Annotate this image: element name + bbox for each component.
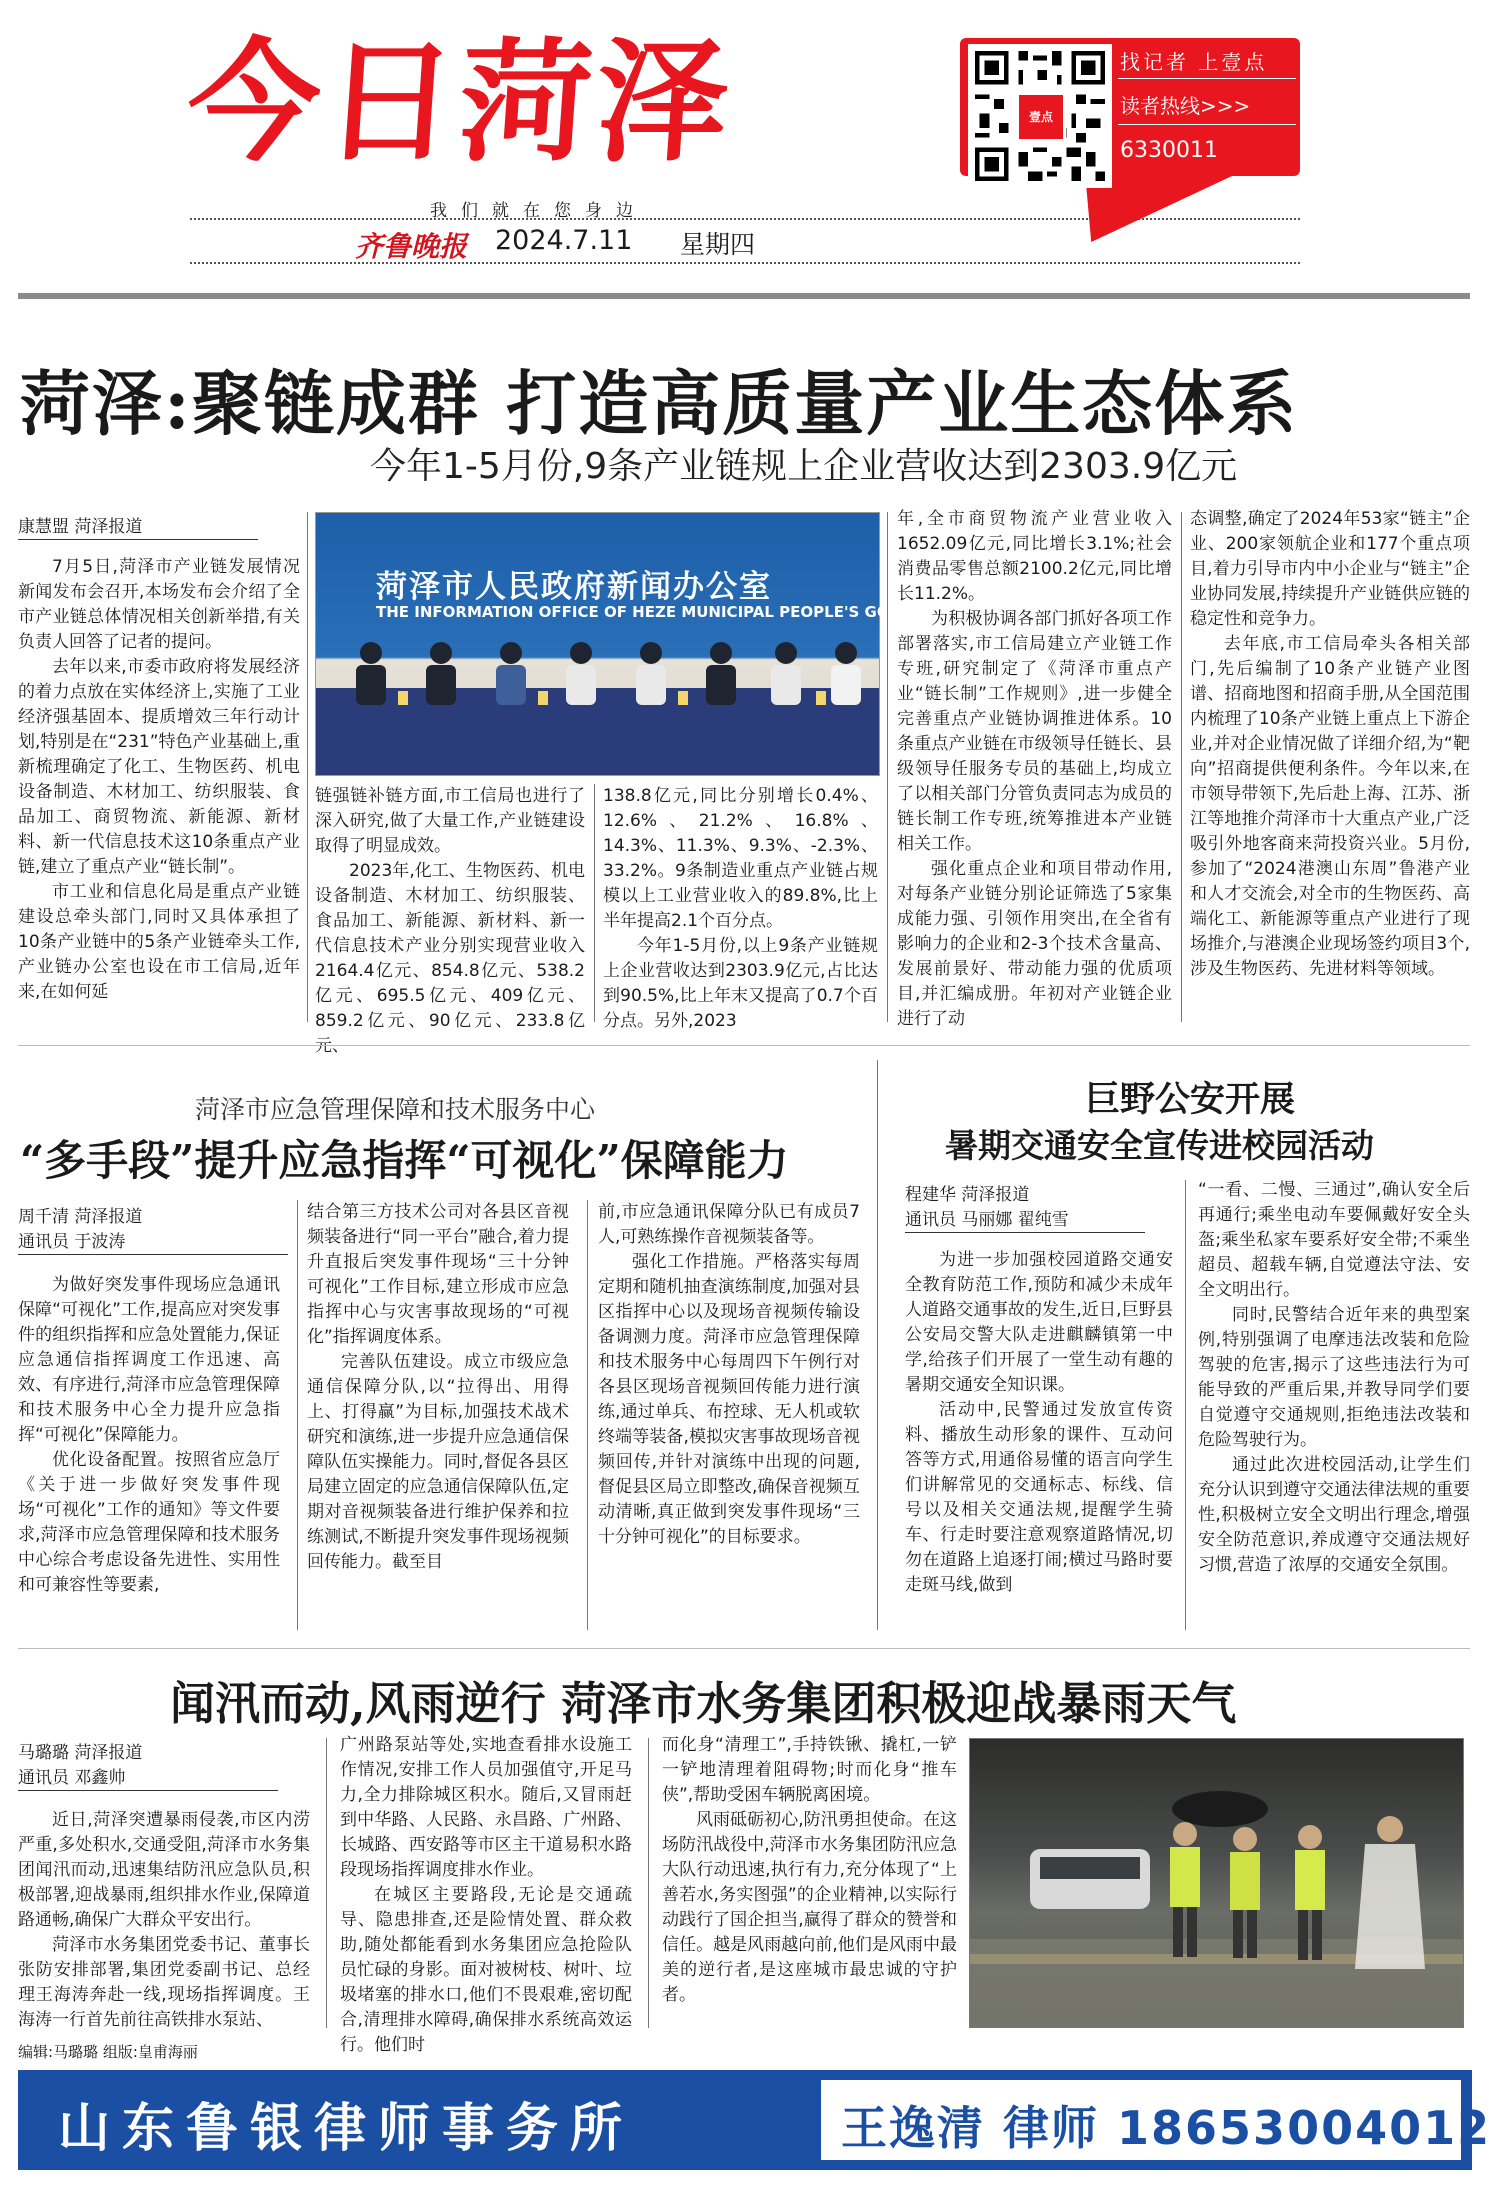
section-divider xyxy=(18,1648,1470,1649)
column-divider xyxy=(307,512,308,1022)
paragraph: 风雨砥砺初心,防汛勇担使命。在这场防汛战役中,菏泽市水务集团防汛应急大队行动迅速,执行有力,充分体现了“上善若水,务实图强”的企业精神,以实际行动践行了国企担当,赢得了群众的赞誉和信任。越是风雨越向前,他们是风雨中最美的逆行者,是这座城市最忠诚的守护者。 xyxy=(662,1810,957,2005)
divider xyxy=(190,262,1300,264)
speakers-figures xyxy=(316,631,879,721)
paragraph: 在城区主要路段,无论是交通疏导、隐患排查,还是险情处置、群众救助,随处都能看到水务集团应急抢险队员忙碌的身影。面对被树枝、树叶、垃圾堵塞的排水口,他们不畏艰难,密切配合,清理排水障碍,确保排水系统高效运行。他们时 xyxy=(340,1885,632,2055)
hotline-line2: 读者热线>>> xyxy=(1120,94,1251,118)
paragraph: 强化工作措施。严格落实每周定期和随机抽查演练制度,加强对县区指挥中心以及现场音视频传输设备调测力度。菏泽市应急管理保障和技术服务中心每周四下午例行对各县区现场音视频回传能力进行演练,通过单兵、布控球、无人机或软终端等装备,模拟灾害事故现场音视频回传,并针对演练中出现的问题,督促县区局立即整改,确保音视频互动清晰,真正做到突发事件现场“三十分钟可视化”的目标要求。 xyxy=(598,1252,860,1547)
article2-headline: “多手段”提升应急指挥“可视化”保障能力 xyxy=(20,1136,789,1185)
article1-column-4 xyxy=(897,507,1172,1029)
paragraph: 为积极协调各部门抓好各项工作部署落实,市工信局建立产业链工作专班,研究制定了《菏泽市重点产业“链长制”工作规则》,进一步健全完善重点产业链协调推进体系。10条重点产业链在市级领导任链长、县级领导任服务专员的基础上,均成立了以相关部门分管负责同志为成员的链长制工作专班,统筹推进本产业链相关工作。 xyxy=(897,609,1172,854)
masthead-rule xyxy=(18,293,1470,299)
article4-column-1 xyxy=(18,1808,310,2030)
paragraph: 菏泽市水务集团党委书记、董事长张防安排部署,集团党委副书记、总经理王海涛奔赴一线,现场指挥调度。王海涛一行首先前往高铁排水泵站、 xyxy=(18,1935,310,2030)
article2-byline: 周千清 菏泽报道 xyxy=(18,1207,143,1227)
column-divider xyxy=(587,1200,588,1630)
article1-column-1 xyxy=(18,555,300,1025)
paragraph: 结合第三方技术公司对各县区音视频装备进行“同一平台”融合,着力提升直报后突发事件现场“三十分钟可视化”工作目标,建立形成市应急指挥中心与灾害事故现场的“可视化”指挥调度体系。 xyxy=(307,1202,569,1347)
paragraph: 链强链补链方面,市工信局也进行了深入研究,做了大量工作,产业链建设取得了明显成效。 xyxy=(315,786,585,856)
article3-column-1 xyxy=(905,1248,1173,1633)
article3-correspondent: 通讯员 马丽娜 翟纯雪 xyxy=(905,1205,1145,1233)
article3-byline: 程建华 菏泽报道 xyxy=(905,1185,1030,1205)
qr-brand-label: 壹点 xyxy=(1016,92,1066,142)
paragraph: 年,全市商贸物流产业营业收入1652.09亿元,同比增长3.1%;社会消费品零售总额2100.2亿元,同比增长11.2%。 xyxy=(897,509,1172,604)
article1-byline: 康慧盟 菏泽报道 xyxy=(18,512,258,540)
column-divider xyxy=(1181,512,1182,1022)
paragraph: 7月5日,菏泽市产业链发展情况新闻发布会召开,本场发布会介绍了全市产业链总体情况相关创新举措,有关负责人回答了记者的提问。 xyxy=(18,557,300,652)
hotline-number: 6330011 xyxy=(1120,138,1218,163)
column-divider xyxy=(1185,1180,1186,1630)
article4-headline: 闻汛而动,风雨逆行 菏泽市水务集团积极迎战暴雨天气 xyxy=(170,1677,1237,1730)
divider xyxy=(1118,78,1296,79)
rescue-workers-figures xyxy=(970,1739,1463,2027)
column-divider xyxy=(648,1738,649,2028)
paragraph: 2023年,化工、生物医药、机电设备制造、木材加工、纺织服装、食品加工、新能源、新材料、新一代信息技术产业分别实现营业收入2164.4亿元、854.8亿元、538.2亿元、695.5亿元、409亿元、859.2亿元、90亿元、233.8亿元、 xyxy=(315,861,585,1056)
article2-kicker: 菏泽市应急管理保障和技术服务中心 xyxy=(195,1095,596,1124)
paragraph: 今年1-5月份,以上9条产业链规上企业营收达到2303.9亿元,占比达到90.5%,比上年末又提高了0.7个百分点。另外,2023 xyxy=(603,936,878,1031)
paragraph: 同时,民警结合近年来的典型案例,特别强调了电摩违法改装和危险驾驶的危害,揭示了这些违法行为可能导致的严重后果,并教导同学们要自觉遵守交通规则,拒绝违法改装和危险驾驶行为。 xyxy=(1198,1305,1470,1450)
article2-column-1 xyxy=(18,1273,280,1633)
issue-date: 2024.7.11 xyxy=(495,225,633,256)
paragraph: 优化设备配置。按照省应急厅《关于进一步做好突发事件现场“可视化”工作的通知》等文件要求,菏泽市应急管理保障和技术服务中心综合考虑设备先进性、实用性和可兼容性等要素, xyxy=(18,1450,280,1595)
paragraph: “一看、二慢、三通过”,确认安全后再通行;乘坐电动车要佩戴好安全头盔;乘坐私家车要系好安全带;不乘坐超员、超载车辆,自觉遵法守法、安全文明出行。 xyxy=(1198,1180,1470,1300)
press-conference-photo xyxy=(315,512,984,776)
paragraph: 活动中,民警通过发放宣传资料、播放生动形象的课件、互动问答等方式,用通俗易懂的语言向学生们讲解常见的交通标志、标线、信号以及相关交通法规,提醒学生骑车、行走时要注意观察道路情况,切勿在道路上追逐打闹;横过马路时要走斑马线,做到 xyxy=(905,1400,1173,1595)
article2-column-3 xyxy=(598,1200,860,1632)
article1-subhead: 今年1-5月份,9条产业链规上企业营收达到2303.9亿元 xyxy=(370,446,1238,487)
paragraph: 近日,菏泽突遭暴雨侵袭,市区内涝严重,多处积水,交通受阻,菏泽市水务集团闻汛而动,迅速集结防汛应急队员,积极部署,迎战暴雨,组织排水作业,保障道路通畅,确保广大群众平安出行。 xyxy=(18,1810,310,1930)
article4-byline: 马璐璐 菏泽报道 xyxy=(18,1743,143,1763)
article3-column-2 xyxy=(1198,1178,1470,1633)
paragraph: 而化身“清理工”,手持铁锹、撬杠,一铲一铲地清理着阻碍物;时而化身“推车侠”,帮助受困车辆脱离困境。 xyxy=(662,1735,957,1805)
paragraph: 广州路泵站等处,实地查看排水设施工作情况,安排工作人员加强值守,开足马力,全力排除城区积水。随后,又冒雨赶到中华路、人民路、永昌路、广州路、长城路、西安路等市区主干道易积水路段现场指挥调度排水作业。 xyxy=(340,1735,632,1880)
hotline-line1: 找记者 上壹点 xyxy=(1120,50,1268,74)
article4-correspondent: 通讯员 邓鑫帅 xyxy=(18,1763,278,1791)
brand-name: 齐鲁晚报 xyxy=(355,230,468,263)
article1-column-2 xyxy=(315,784,585,1056)
paragraph: 完善队伍建设。成立市级应急通信保障分队,以“拉得出、用得上、打得赢”为目标,加强技术战术研究和演练,进一步提升应急通信保障队伍实操能力。同时,督促各县区局建立固定的应急通信保障队伍,定期对音视频装备进行维护保养和拉练测试,不断提升突发事件现场视频回传能力。截至目 xyxy=(307,1352,569,1572)
article2-correspondent: 通讯员 于波涛 xyxy=(18,1227,288,1255)
article4-column-2 xyxy=(340,1733,632,2055)
column-divider xyxy=(594,784,595,1022)
column-divider xyxy=(877,1060,878,1630)
paragraph: 强化重点企业和项目带动作用,对每条产业链分别论证筛选了5家集成能力强、引领作用突出,在全省有影响力的企业和2-3个技术含量高、发展前景好、带动能力强的优质项目,并汇编成册。年初对产业链企业进行了动 xyxy=(897,859,1172,1029)
photo-banner-title: 菏泽市人民政府新闻办公室 xyxy=(376,569,772,605)
article4-column-3 xyxy=(662,1733,957,2030)
paragraph: 前,市应急通讯保障分队已有成员7人,可熟练操作音视频装备等。 xyxy=(598,1202,860,1247)
article1-headline: 菏泽:聚链成群 打造高质量产业生态体系 xyxy=(20,362,1299,445)
paragraph: 去年底,市工信局牵头各相关部门,先后编制了10条产业链产业图谱、招商地图和招商手册,从全国范围内梳理了10条产业链上重点上下游企业,并对企业情况做了详细介绍,为“靶向”招商提供便利条件。今年以来,在市领导带领下,先后赴上海、江苏、浙江等地推介菏泽市十大重点产业,广泛吸引外地客商来菏投资兴业。5月份,参加了“2024港澳山东周”鲁港产业和人才交流会,对全市的生物医药、高端化工、新能源等重点产业进行了现场推介,与港澳企业现场签约项目3个,涉及生物医药、先进材料等领域。 xyxy=(1190,634,1470,979)
article3-headline-line1: 巨野公安开展 xyxy=(1085,1079,1296,1120)
paragraph: 通过此次进校园活动,让学生们充分认识到遵守交通法律法规的重要性,积极树立安全文明出行理念,增强安全防范意识,养成遵守交通法规好习惯,营造了浓厚的交通安全氛围。 xyxy=(1198,1455,1470,1575)
ad-firm-name: 山东鲁银律师事务所 xyxy=(58,2098,635,2159)
divider xyxy=(1118,124,1296,125)
column-divider xyxy=(297,1200,298,1630)
paragraph: 为做好突发事件现场应急通讯保障“可视化”工作,提高应对突发事件的组织指挥和应急处置能力,保证应急通信指挥调度工作迅速、高效、有序进行,菏泽市应急管理保障和技术服务中心全力提升应急指挥“可视化”保障能力。 xyxy=(18,1275,280,1445)
paragraph: 态调整,确定了2024年53家“链主”企业、200家领航企业和177个重点项目,着力引导市内中小企业与“链主”企业协同发展,持续提升产业链供应链的稳定性和竞争力。 xyxy=(1190,509,1470,629)
slogan: 我们就在您身边 xyxy=(430,201,647,221)
article1-column-5 xyxy=(1190,507,1470,1025)
law-firm-ad xyxy=(18,2070,1491,2170)
article1-column-3 xyxy=(603,784,878,1031)
issue-weekday: 星期四 xyxy=(680,230,756,259)
column-divider xyxy=(326,1738,327,2028)
article2-column-2 xyxy=(307,1200,569,1632)
ad-contact: 王逸清 律师 18653004012 xyxy=(841,2101,1491,2155)
ad-contact-box xyxy=(821,2080,1491,2160)
newspaper-logo: 今日菏泽 xyxy=(182,26,738,180)
editors-credit: 编辑:马璐璐 组版:皇甫海丽 xyxy=(18,2043,198,2061)
paragraph: 138.8亿元,同比分别增长0.4%、12.6%、21.2%、16.8%、14.3%、11.3%、9.3%、-2.3%、33.2%。9条制造业重点产业链占规模以上工业营业收入的89.8%,比上半年提高2.1个百分点。 xyxy=(603,786,878,931)
rainstorm-rescue-photo xyxy=(969,1738,1464,2028)
paragraph: 为进一步加强校园道路交通安全教育防范工作,预防和减少未成年人道路交通事故的发生,近日,巨野县公安局交警大队走进麒麟镇第一中学,给孩子们开展了一堂生动有趣的暑期交通安全知识课。 xyxy=(905,1250,1173,1395)
column-divider xyxy=(887,512,888,1022)
section-divider xyxy=(18,1045,1470,1046)
paragraph: 市工业和信息化局是重点产业链建设总牵头部门,同时又具体承担了10条产业链中的5条产业链牵头工作,产业链办公室也设在市工信局,近年来,在如何延 xyxy=(18,882,300,1002)
article3-headline-line2: 暑期交通安全宣传进校园活动 xyxy=(945,1126,1374,1165)
paragraph: 去年以来,市委市政府将发展经济的着力点放在实体经济上,实施了工业经济强基固本、提质增效三年行动计划,特别是在“231”特色产业基础上,重新梳理确定了化工、生物医药、机电设备制造、木材加工、纺织服装、食品加工、商贸物流、新能源、新材料、新一代信息技术这10条重点产业链,建立了重点产业“链长制”。 xyxy=(18,657,300,877)
photo-banner-english: THE INFORMATION OFFICE OF HEZE MUNICIPAL PEOPLE'S GOVERNMENT xyxy=(376,603,984,621)
